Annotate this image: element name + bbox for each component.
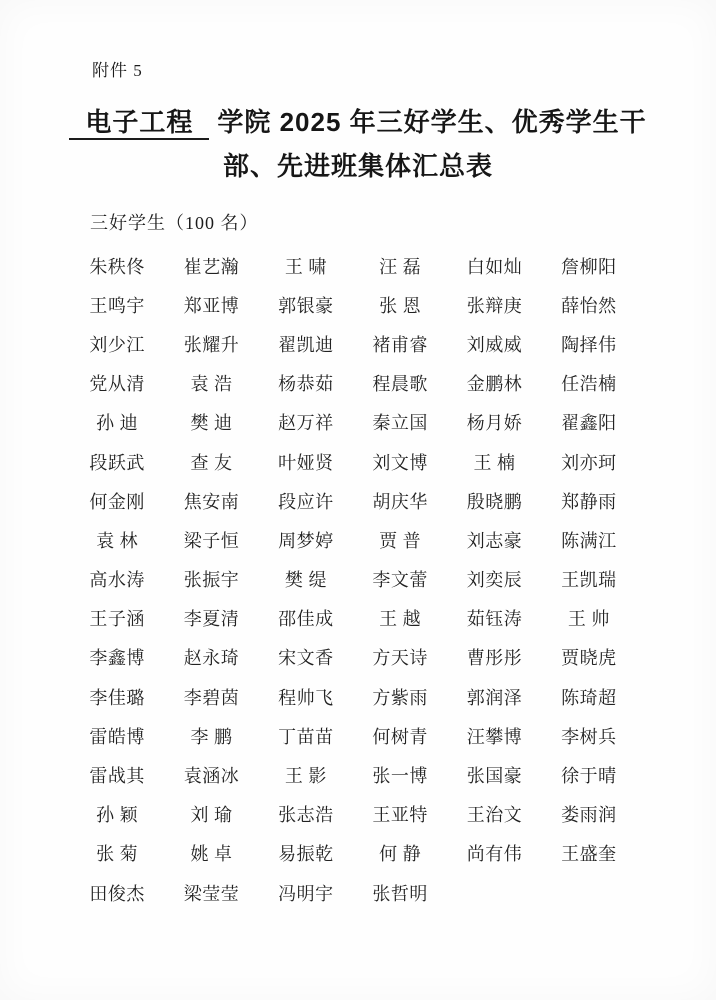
- roster-row: [70, 442, 636, 481]
- student-name: 白如灿: [466, 256, 523, 277]
- roster-row: [70, 481, 636, 520]
- student-name: 刘 瑜: [190, 805, 233, 826]
- student-name: 孙 颖: [96, 805, 139, 826]
- document-title-line2: 部、先进班集体汇总表: [222, 151, 493, 181]
- student-name: 贾 普: [379, 530, 422, 551]
- student-name: 丁苗苗: [278, 726, 334, 747]
- student-name: 李文蕾: [372, 570, 428, 591]
- student-name: 袁 林: [96, 530, 139, 551]
- student-name: 张一博: [372, 766, 428, 787]
- student-name: 李 鹏: [190, 726, 233, 747]
- student-name: 冯明宇: [278, 883, 334, 904]
- roster-row: [70, 834, 636, 873]
- roster-row: [70, 677, 636, 716]
- student-name: 刘威威: [466, 334, 523, 355]
- student-name: 袁涵冰: [183, 766, 240, 787]
- student-name: 王凯瑞: [561, 570, 617, 591]
- roster-row: [70, 755, 636, 794]
- roster-row: [70, 599, 636, 638]
- student-name: 周梦婷: [278, 530, 334, 551]
- student-name: 褚甫睿: [372, 334, 428, 355]
- student-name: 姚 卓: [190, 844, 233, 865]
- student-name: 王治文: [466, 805, 523, 826]
- roster-grid: [70, 246, 636, 912]
- student-name: 王 影: [284, 766, 327, 787]
- student-name: 樊 迪: [190, 413, 233, 434]
- student-name: 金鹏林: [466, 374, 523, 395]
- student-name: 李佳璐: [89, 687, 145, 708]
- student-name: 雷战其: [89, 766, 145, 787]
- title-line1-rest: 学院 2025 年三好学生、优秀学生干: [217, 107, 647, 137]
- student-name: 段应许: [278, 491, 334, 512]
- student-name: 陶择伟: [561, 334, 617, 355]
- roster-row: [70, 364, 636, 403]
- student-name: 任浩楠: [561, 374, 617, 395]
- student-name: 翟凯迪: [278, 334, 334, 355]
- roster-row: [70, 795, 636, 834]
- student-name: 雷皓博: [89, 726, 145, 747]
- student-name: 孙 迪: [96, 413, 139, 434]
- student-name: 张振宇: [183, 570, 240, 591]
- student-name: 郑亚博: [183, 295, 240, 316]
- student-name: 张国豪: [466, 766, 523, 787]
- student-name: 何金刚: [89, 491, 145, 512]
- student-name: 汪攀博: [466, 726, 523, 747]
- student-name: 党从清: [89, 374, 145, 395]
- student-name: 张哲明: [372, 883, 428, 904]
- student-name: 郭润泽: [466, 687, 523, 708]
- student-name: 刘志豪: [466, 530, 523, 551]
- student-name: 赵万祥: [278, 413, 334, 434]
- document-title-line1: [0, 100, 716, 144]
- student-name: 杨恭茹: [278, 374, 334, 395]
- student-name: 郭银豪: [278, 295, 334, 316]
- student-name: 何 静: [379, 844, 422, 865]
- student-name: 汪 磊: [379, 256, 422, 277]
- student-name: 张耀升: [183, 334, 240, 355]
- student-name: 翟鑫阳: [561, 413, 617, 434]
- student-name: 梁莹莹: [183, 883, 240, 904]
- student-name: 秦立国: [372, 413, 428, 434]
- student-name: 陈琦超: [561, 687, 617, 708]
- student-name: 李树兵: [561, 726, 617, 747]
- college-name-underlined: 电子工程: [69, 107, 209, 140]
- student-name: 刘奕辰: [466, 570, 523, 591]
- student-name: 娄雨润: [561, 805, 617, 826]
- student-name: 贾晓虎: [561, 648, 617, 669]
- roster-row: [70, 638, 636, 677]
- student-name: 田俊杰: [89, 883, 145, 904]
- student-name: 方天诗: [372, 648, 428, 669]
- student-name: 何树青: [372, 726, 428, 747]
- student-name: 叶娅贤: [278, 452, 334, 473]
- student-name: 王鸣宇: [89, 295, 145, 316]
- student-name: 袁 浩: [190, 374, 233, 395]
- roster-row: [70, 873, 636, 912]
- roster-row: [70, 716, 636, 755]
- student-name: 杨月娇: [466, 413, 523, 434]
- student-name: 方紫雨: [372, 687, 428, 708]
- document-title: [0, 100, 716, 188]
- student-name: 张志浩: [278, 805, 334, 826]
- student-name: 焦安南: [183, 491, 240, 512]
- student-name: 邵佳成: [278, 609, 334, 630]
- student-name: 段跃武: [89, 452, 145, 473]
- student-name: 胡庆华: [372, 491, 428, 512]
- roster-row: [70, 520, 636, 559]
- student-name: 张 恩: [379, 295, 422, 316]
- section-heading: 三好学生（100 名）: [90, 213, 259, 233]
- roster-row: [70, 403, 636, 442]
- student-name: 程晨歌: [372, 374, 428, 395]
- student-name: 刘少江: [89, 334, 145, 355]
- student-name: 张辩庚: [466, 295, 523, 316]
- student-name: 徐于晴: [561, 766, 617, 787]
- roster-row: [70, 560, 636, 599]
- student-name: 茹钰涛: [466, 609, 523, 630]
- roster-row: [70, 246, 636, 285]
- student-name: 郑静雨: [561, 491, 617, 512]
- student-name: 李夏清: [183, 609, 240, 630]
- attachment-label: 附件 5: [92, 61, 143, 80]
- student-name: 刘文博: [372, 452, 428, 473]
- student-name: 易振乾: [278, 844, 334, 865]
- student-name: 詹柳阳: [561, 256, 617, 277]
- student-name: 王 啸: [284, 256, 327, 277]
- student-name: 张 菊: [96, 844, 139, 865]
- student-name: 高水涛: [89, 570, 145, 591]
- student-name: 李碧茵: [183, 687, 240, 708]
- student-name: 殷晓鹏: [466, 491, 523, 512]
- student-name: 陈满江: [561, 530, 617, 551]
- student-name: 王亚特: [372, 805, 428, 826]
- student-name: 王子涵: [89, 609, 145, 630]
- student-name: 樊 缇: [284, 570, 327, 591]
- roster-row: [70, 285, 636, 324]
- student-name: 赵永琦: [183, 648, 240, 669]
- student-name: 朱秩佟: [89, 256, 145, 277]
- roster-row: [70, 324, 636, 363]
- student-name: 梁子恒: [183, 530, 240, 551]
- student-name: 曹彤彤: [466, 648, 523, 669]
- student-name: 崔艺瀚: [183, 256, 240, 277]
- student-name: 程帅飞: [278, 687, 334, 708]
- student-name: 王 帅: [567, 609, 610, 630]
- student-name: 宋文香: [278, 648, 334, 669]
- student-name: 王盛奎: [561, 844, 617, 865]
- student-name: 李鑫博: [89, 648, 145, 669]
- student-name: 刘亦珂: [561, 452, 617, 473]
- student-name: 王 越: [379, 609, 422, 630]
- student-name: 尚有伟: [466, 844, 523, 865]
- student-name: 薛怡然: [561, 295, 617, 316]
- student-name: 查 友: [190, 452, 233, 473]
- student-name: 王 楠: [473, 452, 516, 473]
